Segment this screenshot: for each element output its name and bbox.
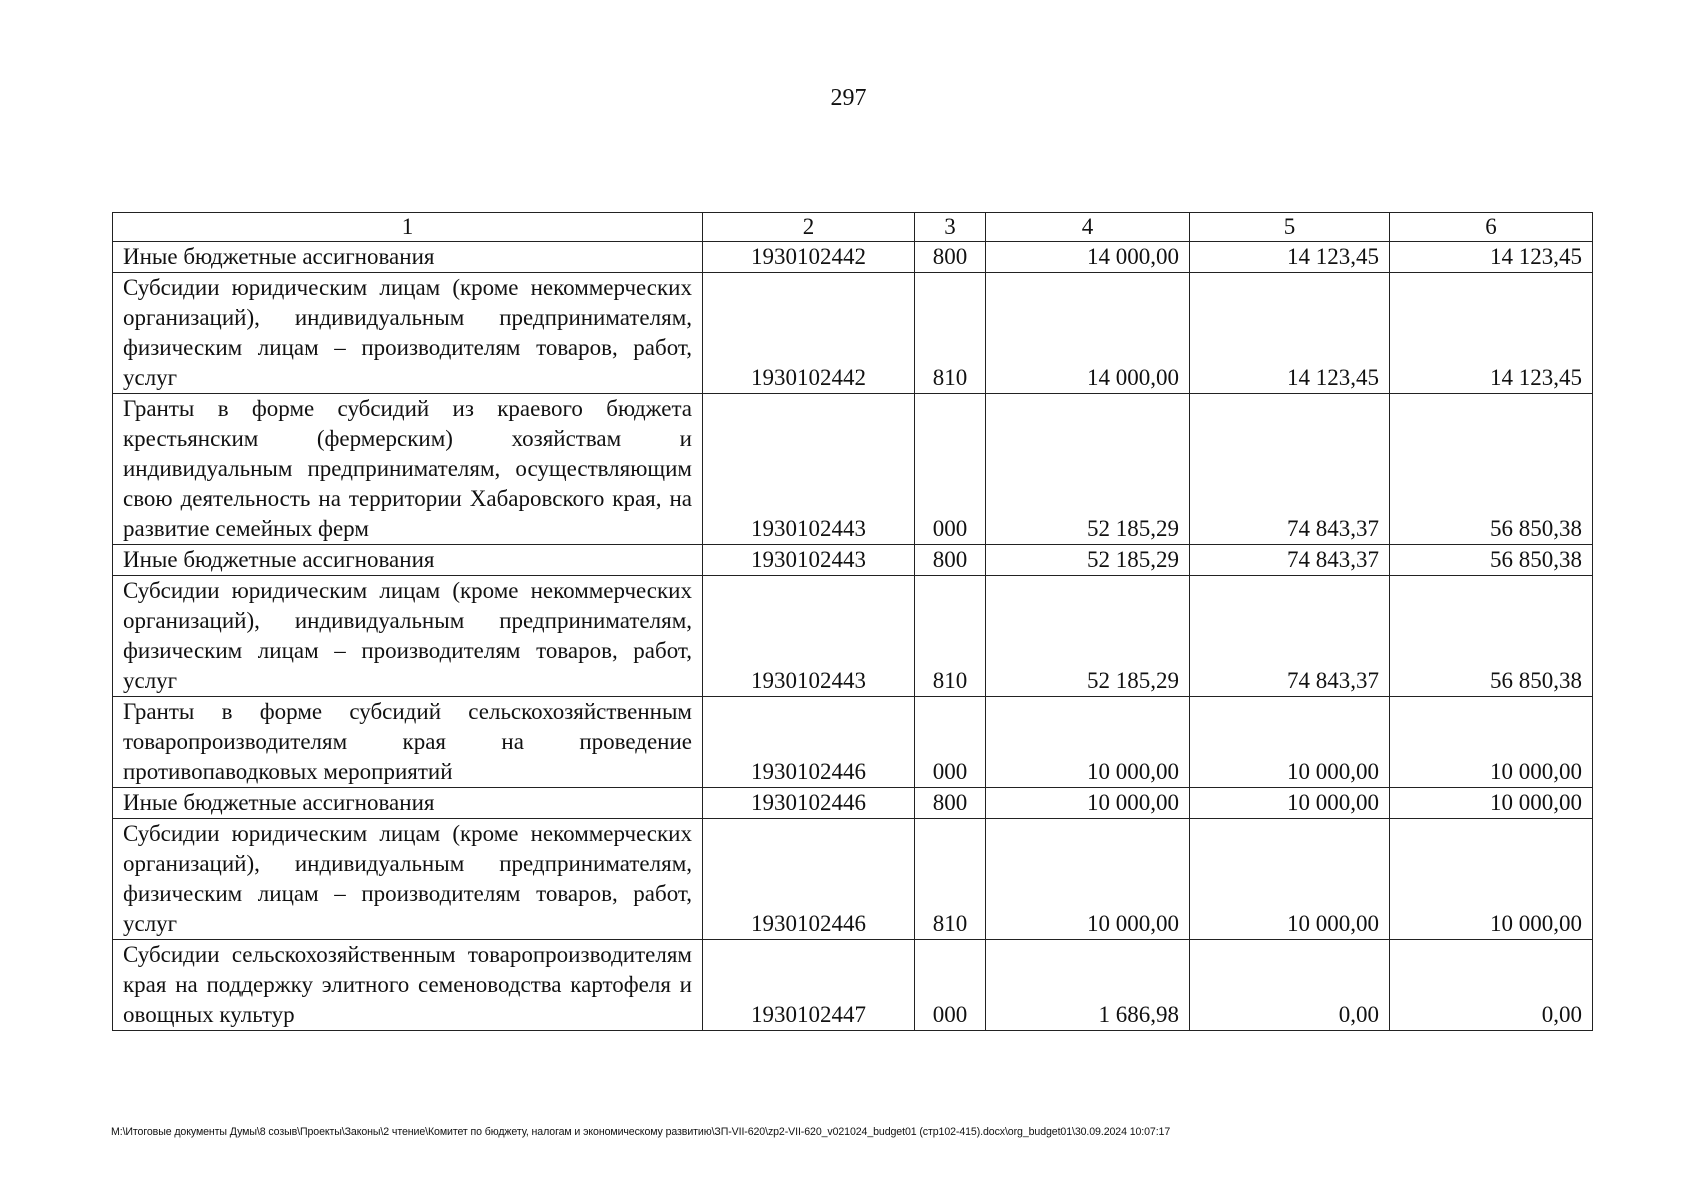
item-name-cell: Иные бюджетные ассигнования: [113, 242, 703, 273]
item-name-cell: Иные бюджетные ассигнования: [113, 545, 703, 576]
target-code-cell: 1930102446: [703, 788, 915, 819]
amount-col6-cell: 10 000,00: [1390, 788, 1593, 819]
amount-col6-cell: 14 123,45: [1390, 242, 1593, 273]
target-code-cell: 1930102442: [703, 242, 915, 273]
amount-col5-cell: 10 000,00: [1190, 697, 1390, 788]
column-number-4: 4: [986, 213, 1190, 242]
expense-type-cell: 810: [915, 273, 986, 394]
amount-col4-cell: 14 000,00: [986, 273, 1190, 394]
item-name-cell: Иные бюджетные ассигнования: [113, 788, 703, 819]
amount-col5-cell: 74 843,37: [1190, 576, 1390, 697]
amount-col6-cell: 56 850,38: [1390, 576, 1593, 697]
table-row: [113, 788, 1593, 819]
amount-col5-cell: 10 000,00: [1190, 819, 1390, 940]
amount-col6-cell: 0,00: [1390, 940, 1593, 1031]
file-path-footer: M:\Итоговые документы Думы\8 созыв\Проекты\Законы\2 чтение\Комитет по бюджету, налогам и экономическому развитию\ЗП-VII-620\zp2-VII-620_v021024_budget01 (стр102-415).docx\org_budget01\30.09.2024 10:07:17: [111, 1126, 1171, 1138]
target-code-cell: 1930102447: [703, 940, 915, 1031]
target-code-cell: 1930102446: [703, 819, 915, 940]
amount-col5-cell: 74 843,37: [1190, 545, 1390, 576]
budget-table: [112, 212, 1593, 1031]
expense-type-cell: 800: [915, 788, 986, 819]
expense-type-cell: 810: [915, 819, 986, 940]
page-number: 297: [830, 85, 867, 111]
table-row: [113, 819, 1593, 940]
item-name-cell: Субсидии юридическим лицам (кроме некоммерческих организаций), индивидуальным предпринимателям, физическим лицам – производителям товаров, работ, услуг: [113, 819, 703, 940]
amount-col4-cell: 10 000,00: [986, 697, 1190, 788]
column-number-6: 6: [1390, 213, 1593, 242]
expense-type-cell: 810: [915, 576, 986, 697]
budget-table-body: [113, 213, 1593, 1031]
item-name-cell: Гранты в форме субсидий из краевого бюджета крестьянским (фермерским) хозяйствам и индивидуальным предпринимателям, осуществляющим свою деятельность на территории Хабаровского края, на развитие семейных ферм: [113, 394, 703, 545]
expense-type-cell: 800: [915, 545, 986, 576]
expense-type-cell: 000: [915, 697, 986, 788]
expense-type-cell: 000: [915, 940, 986, 1031]
amount-col4-cell: 1 686,98: [986, 940, 1190, 1031]
target-code-cell: 1930102443: [703, 545, 915, 576]
amount-col4-cell: 52 185,29: [986, 576, 1190, 697]
table-row: [113, 697, 1593, 788]
amount-col5-cell: 74 843,37: [1190, 394, 1390, 545]
table-row: [113, 242, 1593, 273]
amount-col4-cell: 52 185,29: [986, 394, 1190, 545]
target-code-cell: 1930102442: [703, 273, 915, 394]
item-name-cell: Субсидии юридическим лицам (кроме некоммерческих организаций), индивидуальным предпринимателям, физическим лицам – производителям товаров, работ, услуг: [113, 576, 703, 697]
amount-col5-cell: 14 123,45: [1190, 242, 1390, 273]
amount-col4-cell: 10 000,00: [986, 819, 1190, 940]
amount-col5-cell: 0,00: [1190, 940, 1390, 1031]
amount-col5-cell: 10 000,00: [1190, 788, 1390, 819]
table-row: [113, 940, 1593, 1031]
amount-col5-cell: 14 123,45: [1190, 273, 1390, 394]
item-name-cell: Субсидии сельскохозяйственным товаропроизводителям края на поддержку элитного семеноводства картофеля и овощных культур: [113, 940, 703, 1031]
amount-col6-cell: 10 000,00: [1390, 697, 1593, 788]
target-code-cell: 1930102446: [703, 697, 915, 788]
target-code-cell: 1930102443: [703, 394, 915, 545]
amount-col6-cell: 56 850,38: [1390, 545, 1593, 576]
table-row: [113, 394, 1593, 545]
amount-col6-cell: 14 123,45: [1390, 273, 1593, 394]
table-row: [113, 273, 1593, 394]
table-row: [113, 576, 1593, 697]
column-number-3: 3: [915, 213, 986, 242]
item-name-cell: Субсидии юридическим лицам (кроме некоммерческих организаций), индивидуальным предпринимателям, физическим лицам – производителям товаров, работ, услуг: [113, 273, 703, 394]
amount-col4-cell: 52 185,29: [986, 545, 1190, 576]
column-number-row: [113, 213, 1593, 242]
column-number-1: 1: [113, 213, 703, 242]
item-name-cell: Гранты в форме субсидий сельскохозяйственным товаропроизводителям края на проведение противопаводковых мероприятий: [113, 697, 703, 788]
column-number-5: 5: [1190, 213, 1390, 242]
table-row: [113, 545, 1593, 576]
amount-col6-cell: 10 000,00: [1390, 819, 1593, 940]
amount-col4-cell: 14 000,00: [986, 242, 1190, 273]
amount-col6-cell: 56 850,38: [1390, 394, 1593, 545]
column-number-2: 2: [703, 213, 915, 242]
expense-type-cell: 000: [915, 394, 986, 545]
expense-type-cell: 800: [915, 242, 986, 273]
target-code-cell: 1930102443: [703, 576, 915, 697]
amount-col4-cell: 10 000,00: [986, 788, 1190, 819]
